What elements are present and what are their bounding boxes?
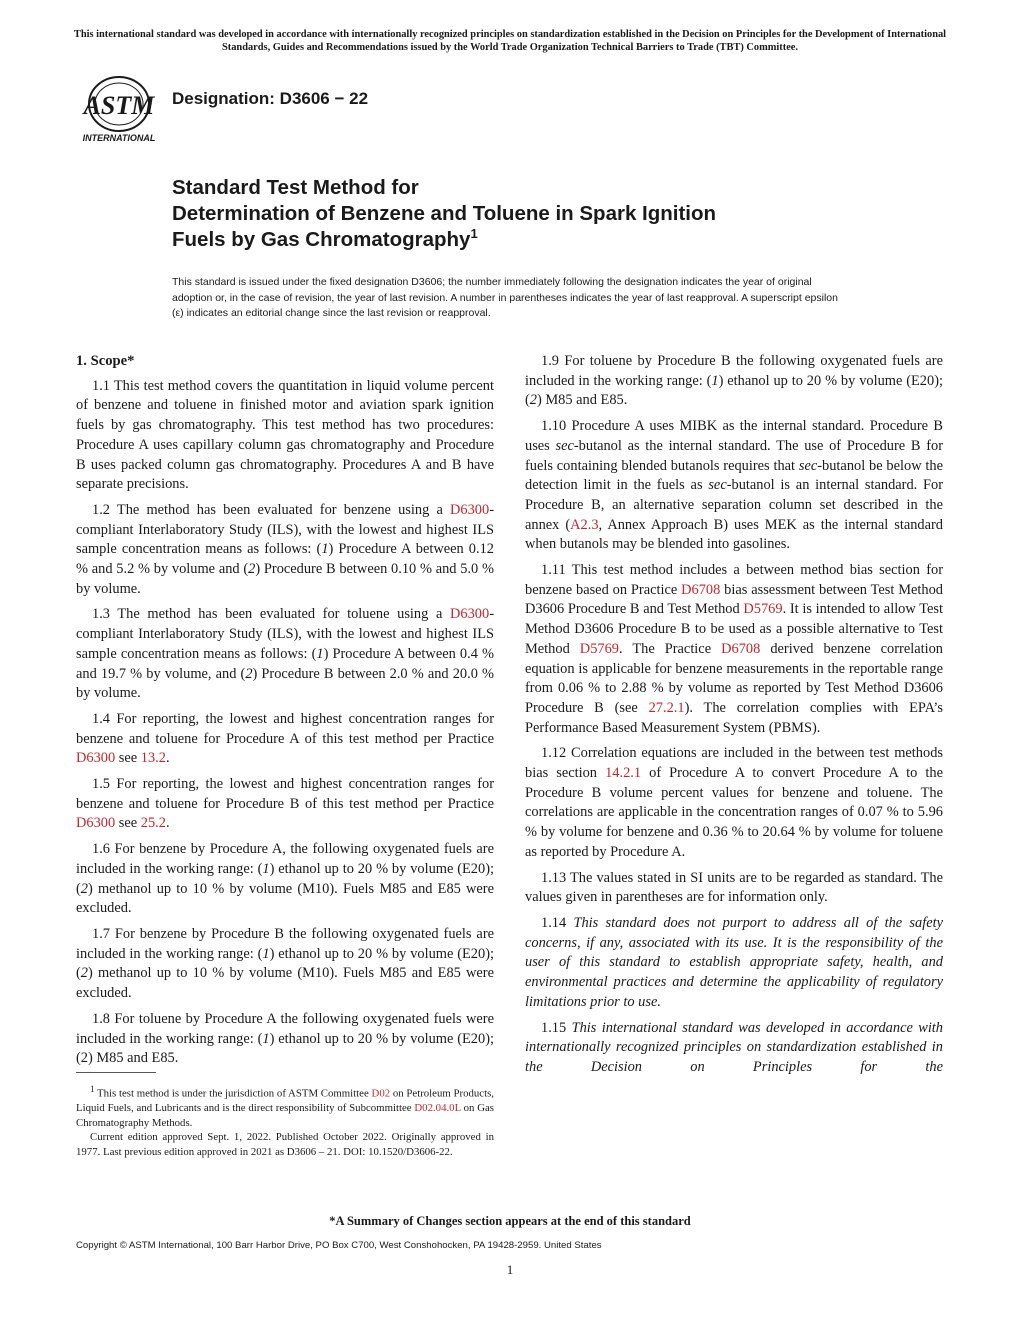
left-column <box>76 352 494 1075</box>
link-d6300[interactable]: D6300 <box>76 750 116 767</box>
link-d6300[interactable]: D6300 <box>450 606 490 623</box>
link-d6300[interactable]: D6300 <box>76 815 116 832</box>
footnote-1: $^1$ This test method is under the jurisdiction of ASTM Committee D02 on Petroleum Products, Liquid Fuels, and Lubricants and is the direct responsibility of Subcommittee D02.04.0L on Gas Chromatography Methods. <box>76 1084 494 1129</box>
footnote <box>76 1082 494 1160</box>
link-27-2-1[interactable]: 27.2.1 <box>648 699 685 716</box>
astm-logo-icon <box>76 74 162 146</box>
title-line-2: Determination of Benzene and Toluene in Spark Ignition <box>172 202 717 225</box>
para-1-12: 1.12 Correlation equations are included in the between test methods bias section 14.2.1 of Procedure A to convert Procedure A to the Procedure B volume percent values for benzene and toluene. The correlations are applicable in the concentration ranges of 0.07 % to 5.96 % by volume for benzene and 0.36 % to 20.64 % by volume for toluene as reported by Procedure A. <box>525 745 944 860</box>
link-d02-04-0l[interactable]: D02.04.0L <box>414 1102 461 1115</box>
para-1-1: 1.1 This test method covers the quantitation in liquid volume percent of benzene and toluene in finished motor and aviation spark ignition fuels by gas chromatography. This test method has two procedures: Procedure A uses capillary column gas chromatography and Procedure B uses packed column gas chromatography. Procedures A and B have separate precisions. <box>76 377 494 493</box>
para-1-6: 1.6 For benzene by Procedure A, the following oxygenated fuels are included in the working range: (1) ethanol up to 20 % by volume (E20); (2) methanol up to 10 % by volume (M10). Fuels M85 and E85 were excluded. <box>76 841 494 917</box>
title-line-1: Standard Test Method for <box>172 176 419 199</box>
link-14-2-1[interactable]: 14.2.1 <box>605 765 642 782</box>
logo-letters: ASTM <box>83 91 155 120</box>
link-a2-3[interactable]: A2.3 <box>570 516 599 533</box>
top-notice: This international standard was developed in accordance with internationally recognized principles on standardization established in the Decision on Principles for the Development of International Standards, Guides and Recommendations issued by the World Trade Organization Technical Barriers to Trade (TBT) Committee. <box>73 29 947 53</box>
issue-note: This standard is issued under the fixed designation D3606; the number immediately following the designation indicates the year of original adoption or, in the case of revision, the year of last revision. A number in parentheses indicates the year of last reapproval. A superscript epsilon (ε) indicates an editorial change since the last revision or reapproval. <box>172 276 838 319</box>
para-1-11: 1.11 This test method includes a between method bias section for benzene based on Practice D6708 bias assessment between Test Method D3606 Procedure B and Test Method D5769. It is intended to allow Test Method D3606 Procedure B to be used as a possible alternative to Test Method D5769. The Practice D6708 derived benzene correlation equation is applicable for benzene measurements in the reportable range from 0.06 % to 2.88 % by volume as reported by Test Method D3606 Procedure B (see 27.2.1). The correlation complies with EPA’s Performance Based Measurement System (PBMS). <box>525 562 943 736</box>
designation: Designation: D3606 − 22 <box>172 89 369 108</box>
para-1-10: 1.10 Procedure A uses MIBK as the internal standard. Procedure B uses sec-butanol as the internal standard. The use of Procedure B for fuels containing blended butanols requires that sec-butanol be below the detection limit in the fuels as sec-butanol is an internal standard. For Procedure B, an alternative separation column set described in the annex (A2.3, Annex Approach B) uses MEK as the internal standard when butanols may be blended into gasolines. <box>525 418 944 553</box>
para-1-13: 1.13 The values stated in SI units are to be regarded as standard. The values given in parentheses are for information only. <box>525 869 943 906</box>
scope-heading: 1. Scope* <box>76 353 135 369</box>
footnote-divider <box>76 1072 156 1073</box>
para-1-7: 1.7 For benzene by Procedure B the following oxygenated fuels are included in the working range: (1) ethanol up to 20 % by volume (E20); (2) methanol up to 10 % by volume (M10). Fuels M85 and E85 were excluded. <box>76 925 494 1002</box>
link-d02[interactable]: D02 <box>371 1087 391 1100</box>
link-d6708[interactable]: D6708 <box>681 581 721 598</box>
right-column <box>525 352 943 1084</box>
title-line-3: Fuels by Gas Chromatography$^1$ <box>172 226 478 251</box>
para-1-8: 1.8 For toluene by Procedure A the following oxygenated fuels were included in the working range: (1) ethanol up to 20 % by volume (E20); (2) M85 and E85. <box>76 1010 494 1067</box>
link-d5769[interactable]: D5769 <box>743 601 783 618</box>
para-1-3: 1.3 The method has been evaluated for toluene using a D6300-compliant Interlaboratory Study (ILS), with the lowest and highest ILS sample concentration means as follows: (1) Procedure A between 0.4 % and 19.7 % by volume, and (2) Procedure B between 2.0 % and 20.0 % by volume. <box>76 606 495 702</box>
para-1-4: 1.4 For reporting, the lowest and highest concentration ranges for benzene and toluene for Procedure A of this test method per Practice D6300 see 13.2. <box>76 710 494 767</box>
para-1-2: 1.2 The method has been evaluated for benzene using a D6300-compliant Interlaboratory Study (ILS), with the lowest and highest ILS sample concentration means as follows: (1) Procedure A between 0.12 % and 5.2 % by volume and (2) Procedure B between 0.10 % and 5.0 % by volume. <box>76 501 494 597</box>
para-1-15: 1.15 This international standard was developed in accordance with internationally recognized principles on standardization established in the Decision on Principles for the <box>525 1019 944 1075</box>
page-number: 1 <box>506 1262 514 1277</box>
link-d5769[interactable]: D5769 <box>579 640 619 657</box>
link-25-2[interactable]: 25.2 <box>140 815 166 832</box>
document-title <box>172 175 872 253</box>
logo-subtitle: INTERNATIONAL <box>82 133 156 143</box>
para-1-5: 1.5 For reporting, the lowest and highest concentration ranges for benzene and toluene for Procedure B of this test method per Practice D6300 see 25.2. <box>76 776 494 832</box>
summary-of-changes-note: *A Summary of Changes section appears at the end of this standard <box>329 1214 691 1228</box>
para-1-9: 1.9 For toluene by Procedure B the following oxygenated fuels are included in the working range: (1) ethanol up to 20 % by volume (E20); (2) M85 and E85. <box>525 353 943 409</box>
link-13-2[interactable]: 13.2 <box>140 750 166 767</box>
astm-logo <box>76 74 162 146</box>
link-d6708[interactable]: D6708 <box>721 640 761 657</box>
link-d6300[interactable]: D6300 <box>450 501 490 518</box>
para-1-14: 1.14 This standard does not purport to address all of the safety concerns, if any, associated with its use. It is the responsibility of the user of this standard to establish appropriate safety, health, and environmental practices and determine the applicability of regulatory limitations prior to use. <box>525 914 943 1010</box>
copyright: Copyright © ASTM International, 100 Barr Harbor Drive, PO Box C700, West Conshohocken, PA 19428-2959. United States <box>76 1240 602 1251</box>
footnote-edition: Current edition approved Sept. 1, 2022. Published October 2022. Originally approved in 1977. Last previous edition approved in 2021 as D3606 – 21. DOI: 10.1520/D3606-22. <box>76 1131 494 1158</box>
title-footnote-mark: 1 <box>470 226 478 242</box>
